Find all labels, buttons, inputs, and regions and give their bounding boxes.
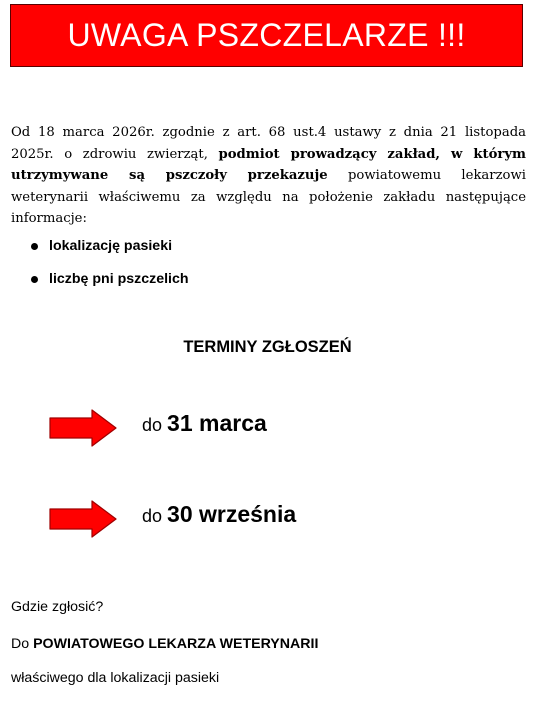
right-arrow-icon (48, 408, 118, 448)
bullet-icon (31, 276, 38, 283)
deadline-date: 31 marca (167, 410, 267, 436)
deadline-date: 30 września (167, 501, 297, 527)
deadline-text (142, 501, 296, 528)
footer-answer-bold: POWIATOWEGO LEKARZA WETERYNARII (33, 636, 319, 652)
deadlines-heading: TERMINY ZGŁOSZEŃ (183, 338, 352, 356)
footer-question: Gdzie zgłosić? (11, 599, 104, 615)
deadline-prefix: do (142, 506, 168, 526)
footer-answer-prefix: Do (11, 636, 34, 652)
page-title: UWAGA PSZCZELARZE !!! (67, 17, 466, 53)
right-arrow-icon (48, 499, 118, 539)
deadline-text (142, 410, 267, 437)
intro-paragraph (11, 122, 526, 230)
info-list (11, 236, 189, 302)
deadline-row (0, 499, 535, 539)
intro-text-part1: Od 18 marca 2026r. zgodnie z art. 68 ust.4 ustawy z dnia 21 listopada 2025r. o zdrowiu zwierząt, (11, 125, 526, 162)
intro-text-part3: powiatowemu lekarzowi weterynarii właściwemu za względu na położenie zakładu następujące informacje: (11, 168, 526, 226)
list-item (11, 236, 189, 269)
intro-text-bold: podmiot prowadzący zakład, w którym utrzymywane są pszczoły przekazuje (11, 146, 526, 183)
list-item (11, 269, 189, 302)
deadline-row (0, 408, 535, 448)
deadline-prefix: do (142, 415, 168, 435)
title-banner (10, 4, 523, 67)
bullet-icon (31, 243, 38, 250)
list-item-label: liczbę pni pszczelich (49, 271, 189, 287)
list-item-label: lokalizację pasieki (49, 238, 173, 254)
footer-answer (11, 636, 318, 652)
footer-answer-suffix: właściwego dla lokalizacji pasieki (11, 670, 220, 686)
